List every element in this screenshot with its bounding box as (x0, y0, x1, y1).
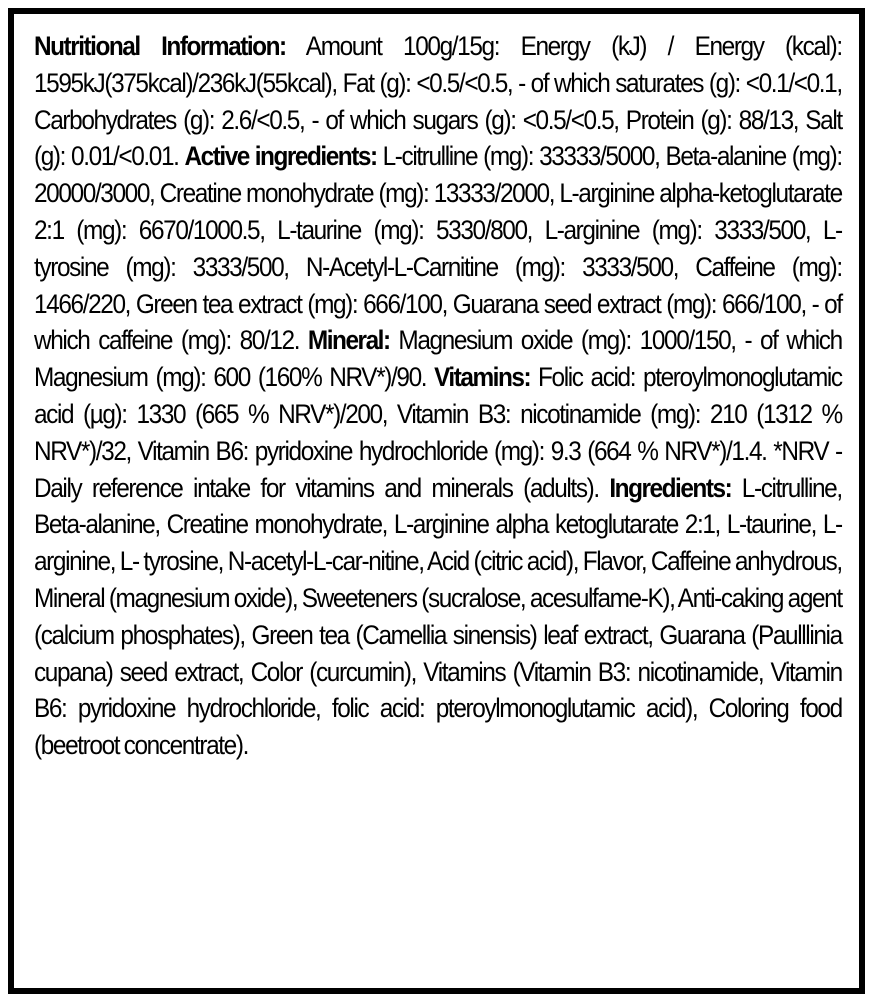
vitamins-heading: Vitamins: (434, 362, 531, 393)
mineral-text: Magnesium oxide (mg): 1000/150, - of which Magnesium (mg): 600 (160% NRV*)/90. (34, 325, 842, 393)
mineral-heading: Mineral: (307, 325, 390, 356)
active-ingredients-text: L-citrulline (mg): 33333/5000, Beta-alanine (mg): 20000/3000, Creatine monohydrate (mg): 13333/2000, L-arginine alpha-ketoglutarate 2:1 (mg): 6670/1000.5, L-taurine (mg): 5330/800, L-arginine (mg): 3333/500, L- tyrosine (mg): 3333/500, N-Acetyl-L-Carnitine (mg): 3333/500, Caffeine (mg): 1466/220, Green tea extract (mg): 666/100, Guarana seed extract (mg): 666/100, - of which caffeine (mg): 80/12. (34, 141, 842, 356)
nutrition-label-frame (8, 8, 865, 994)
nutritional-information-heading: Nutritional Information: (34, 31, 286, 61)
nutritional-information-text: Amount 100g/15g: Energy (kJ) / Energy (kcal): 1595kJ(375kcal)/236kJ(55kcal), Fat (g): <0.5/<0.5, - of which saturates (g): <0.1/<0.1, Carbohydrates (g): 2.6/<0.5, - of which sugars (g): <0.5/<0.5, Protein (g): 88/13, Salt (g): 0.01/<0.01. (34, 31, 842, 172)
ingredients-heading: Ingredients: (609, 472, 732, 503)
nutrition-label-text (34, 28, 842, 764)
vitamins-text: Folic acid: pteroylmonoglutamic acid (µg): 1330 (665 % NRV*)/200, Vitamin B3: nicotinamide (mg): 210 (1312 % NRV*)/32, Vitamin B6: pyridoxine hydrochloride (mg): 9.3 (664 % NRV*)/1.4. *NRV - Daily reference intake for vitamins and minerals (adults). (34, 362, 842, 503)
ingredients-text: L-citrulline, Beta-alanine, Creatine monohydrate, L-arginine alpha ketoglutarate 2:1, L-taurine, L-arginine, L- tyrosine, N-acetyl-L-car-nitine, Acid (citric acid), Flavor, Caffeine anhydrous, Mineral (magnesium oxide), Sweeteners (sucralose, acesulfame-K), Anti-caking agent (calcium phosphates), Green tea (Camellia sinensis) leaf extract, Guarana (Paulllinia cupana) seed extract, Color (curcumin), Vitamins (Vitamin B3: nicotinamide, Vitamin B6: pyridoxine hydrochloride, folic acid: pteroylmonoglutamic acid), Coloring food (beetroot concentrate). (34, 472, 842, 761)
active-ingredients-heading: Active ingredients: (184, 141, 377, 172)
